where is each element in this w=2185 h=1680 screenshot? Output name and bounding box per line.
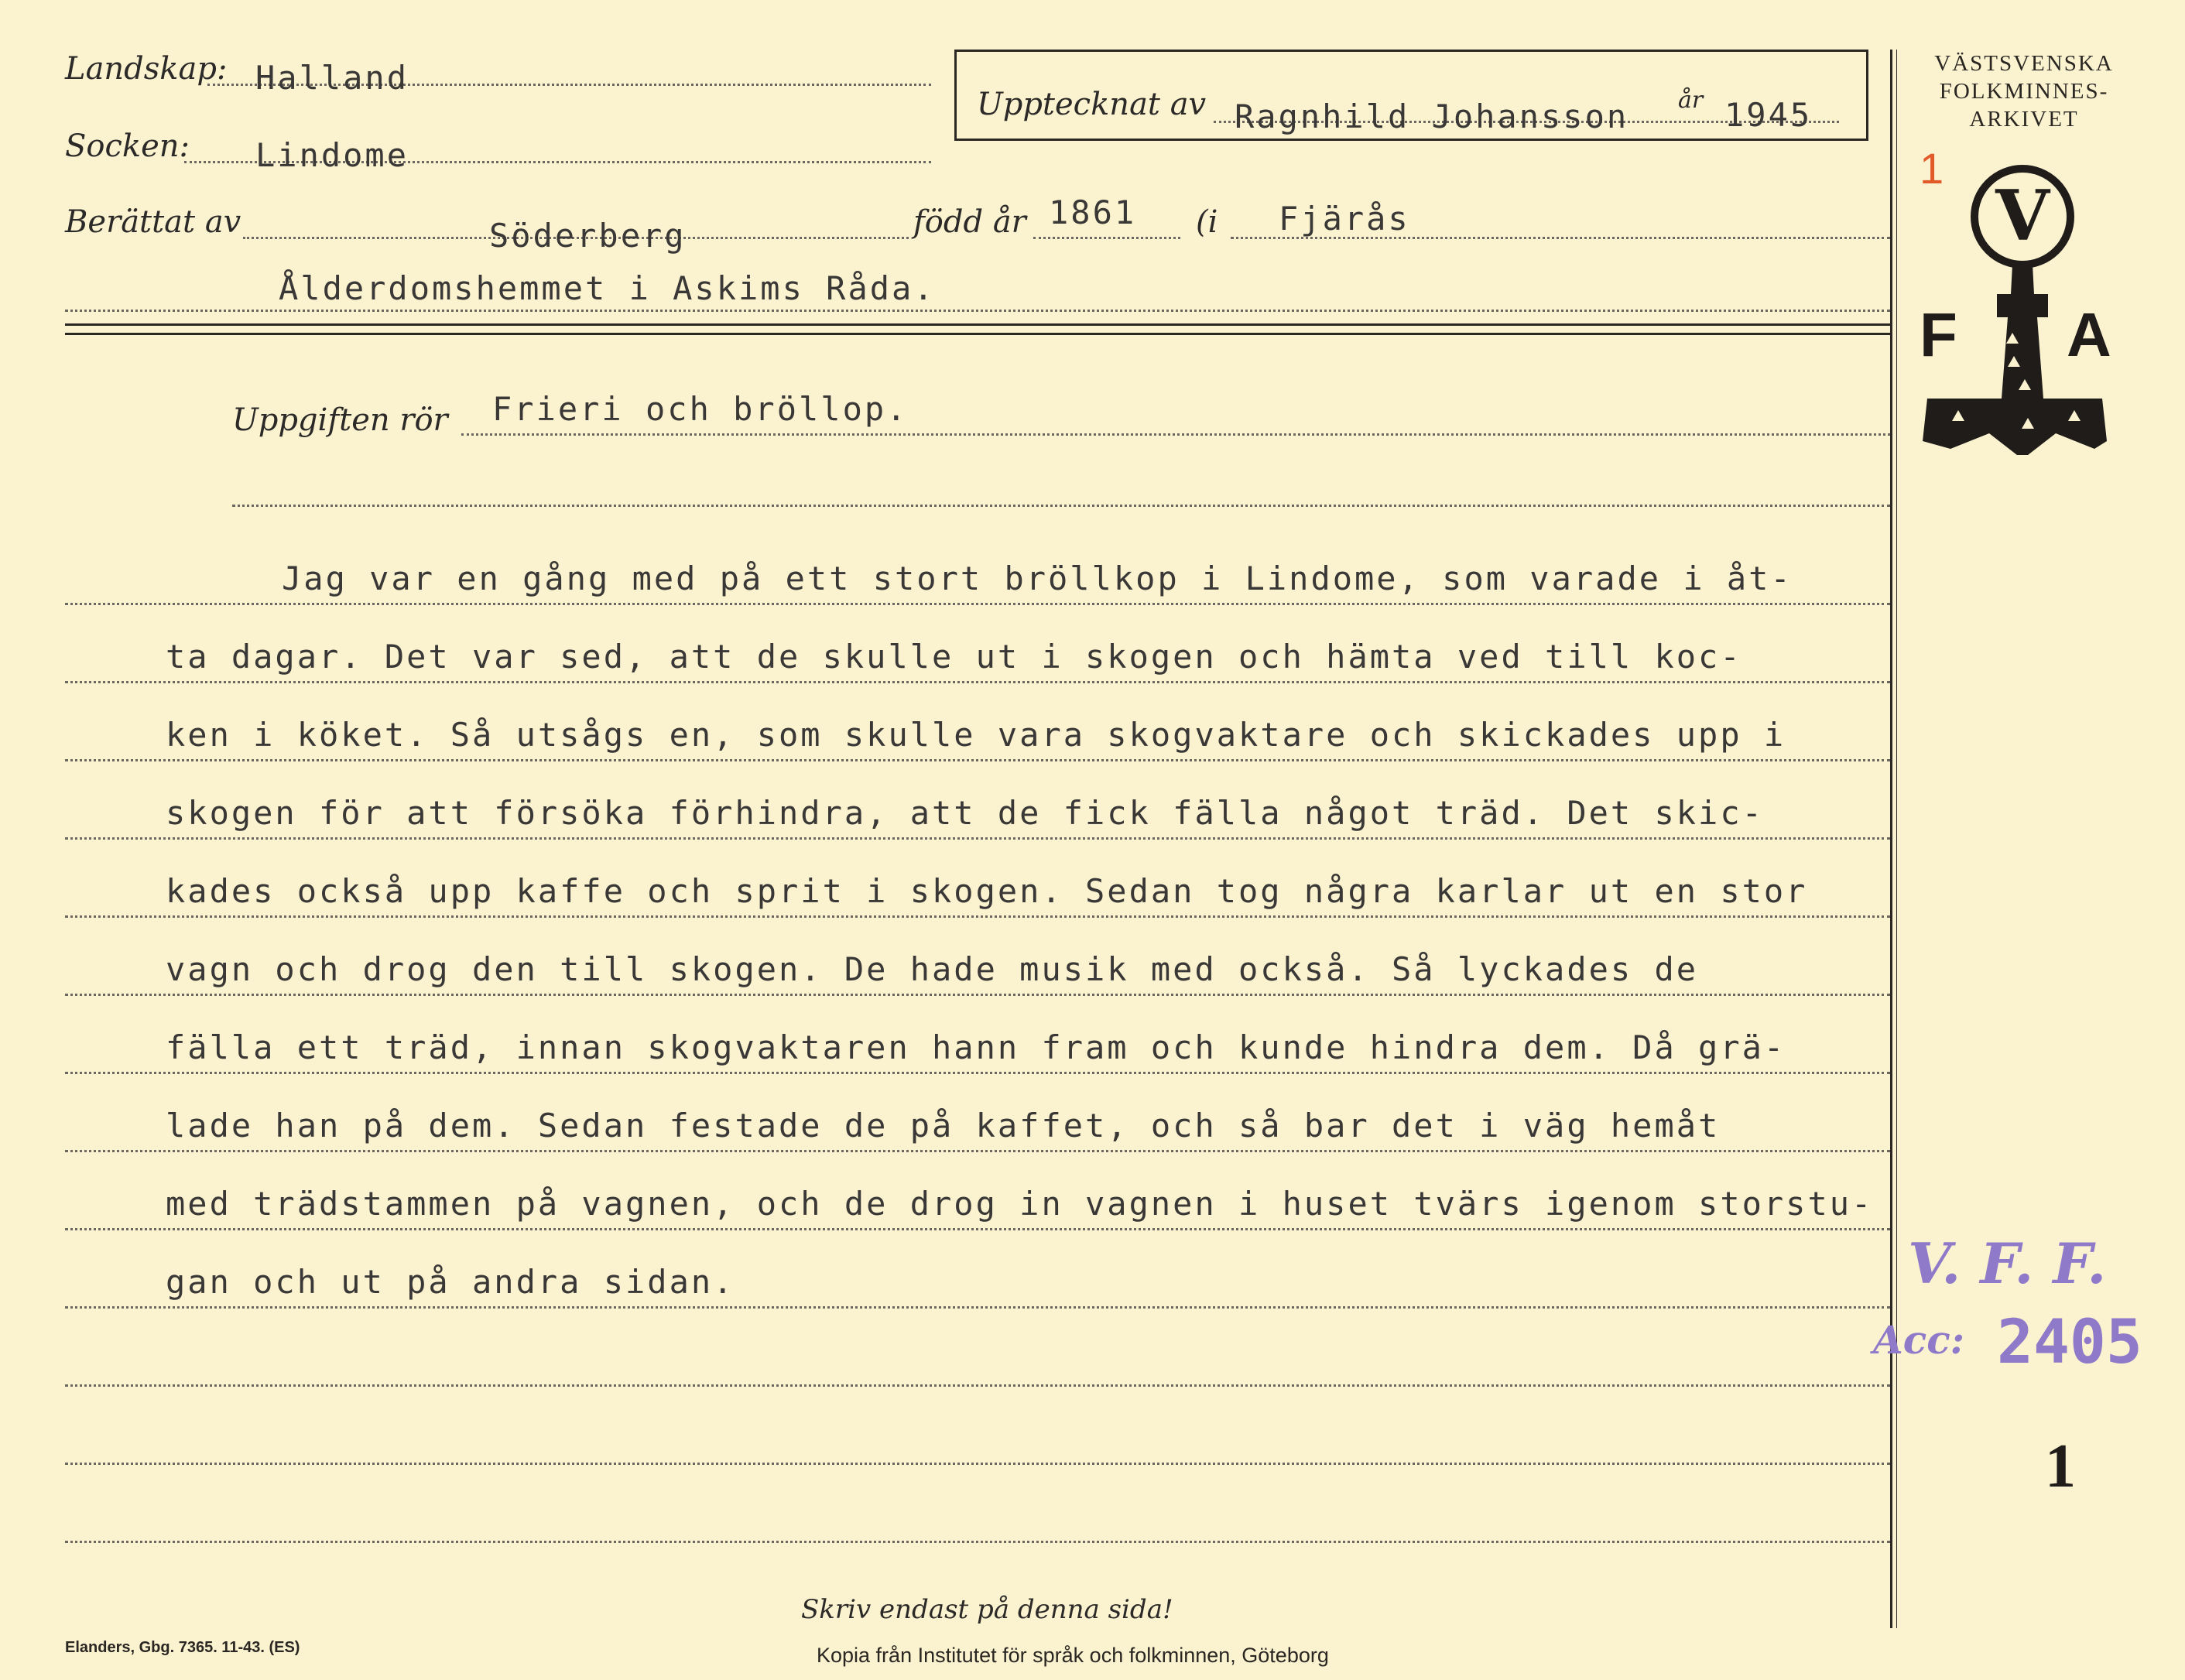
- body-dotline: [65, 1072, 1890, 1074]
- body-line: [65, 1316, 1890, 1387]
- subject-label: Uppgiften rör: [232, 402, 448, 438]
- body-dotline: [65, 915, 1890, 918]
- body-line-text: skogen för att försöka förhindra, att de fick fälla något träd. Det skic-: [166, 794, 1764, 832]
- archive-logo-icon: [1912, 163, 2121, 472]
- stamp-vff: V. F. F.: [1908, 1230, 2107, 1296]
- body-dotline: [65, 1541, 1890, 1543]
- body-line-text: Jag var en gång med på ett stort bröllkop i Lindome, som varade i åt-: [282, 559, 1793, 597]
- body-line-text: lade han på dem. Sedan festade de på kaffet, och så bar det i väg hemåt: [166, 1107, 1721, 1145]
- body-line: [65, 1003, 1890, 1074]
- body-dotline: [65, 1306, 1890, 1309]
- rule-bottom: [65, 333, 1890, 335]
- body-dotline: [65, 1384, 1890, 1387]
- body-line: [65, 1237, 1890, 1309]
- body-line: [65, 1159, 1890, 1230]
- red-mark: 1: [1920, 144, 1944, 193]
- margin-line-right: [1896, 50, 1897, 1628]
- body-dotline: [65, 603, 1890, 605]
- subject-value: Frieri och bröllop.: [492, 390, 909, 428]
- logo-letter-top: V: [1995, 175, 2050, 257]
- logo-letter-left: F: [1920, 300, 1957, 369]
- body-line-text: kades också upp kaffe och sprit i skogen. Sedan tog några karlar ut en stor: [166, 872, 1808, 910]
- body-dotline: [65, 837, 1890, 840]
- body-dotline: [65, 994, 1890, 996]
- body-dotline: [65, 1150, 1890, 1152]
- body-line-text: fälla ett träd, innan skogvaktaren hann fram och kunde hindra dem. Då grä-: [166, 1028, 1786, 1066]
- body-line-text: med trädstammen på vagnen, och de drog in vagnen i huset tvärs igenom storstu-: [166, 1185, 1874, 1223]
- body-line: [65, 768, 1890, 840]
- berattat-value: Söderberg: [489, 217, 687, 255]
- upptecknat-label: Upptecknat av: [977, 87, 1207, 122]
- subject-dotline-2: [232, 505, 1890, 507]
- fodd-label: född år: [913, 204, 1026, 240]
- body-line-text: gan och ut på andra sidan.: [166, 1263, 735, 1301]
- body-line: [65, 847, 1890, 918]
- body-line: [65, 1472, 1890, 1543]
- page-number: 1: [2045, 1432, 2076, 1500]
- stamp-acc-value: 2405: [1997, 1308, 2142, 1377]
- i-value: Fjärås: [1279, 200, 1410, 238]
- archive-line2: FOLKMINNES-: [1939, 79, 2109, 104]
- address-dotline: [65, 310, 1890, 312]
- ar-label: år: [1678, 87, 1704, 114]
- archive-line3: ARKIVET: [1969, 107, 2079, 132]
- body-line-text: ta dagar. Det var sed, att de skulle ut i skogen och hämta ved till koc-: [166, 638, 1742, 676]
- body-line: [65, 534, 1890, 605]
- body-line: [65, 612, 1890, 683]
- logo-letter-right: A: [2067, 300, 2111, 369]
- body-line: [65, 690, 1890, 761]
- body-line-text: vagn och drog den till skogen. De hade musik med också. Så lyckades de: [166, 950, 1699, 988]
- body-dotline: [65, 1228, 1890, 1230]
- i-label: (i: [1196, 204, 1218, 240]
- printer-note: Elanders, Gbg. 7365. 11-43. (ES): [65, 1639, 300, 1656]
- archive-name: [1908, 50, 2140, 133]
- body-dotline: [65, 681, 1890, 683]
- landskap-value: Halland: [255, 59, 409, 97]
- body-line: [65, 925, 1890, 996]
- margin-line-left: [1890, 50, 1892, 1628]
- body-line-text: ken i köket. Så utsågs en, som skulle vara skogvaktare och skickades upp i: [166, 716, 1786, 754]
- rule-top: [65, 323, 1890, 326]
- body-dotline: [65, 759, 1890, 761]
- address-value: Ålderdomshemmet i Askims Råda.: [279, 269, 936, 307]
- socken-value: Lindome: [255, 136, 409, 174]
- upptecknat-value: Ragnhild Johansson: [1235, 98, 1629, 135]
- ar-value: 1945: [1724, 96, 1813, 134]
- socken-label: Socken:: [65, 128, 190, 164]
- stamp-acc-label: Acc:: [1873, 1317, 1965, 1363]
- archive-line1: VÄSTSVENSKA: [1934, 51, 2114, 76]
- landskap-label: Landskap:: [65, 51, 228, 87]
- copy-note: Kopia från Institutet för språk och folkminnen, Göteborg: [817, 1644, 1329, 1667]
- footer-instruction: Skriv endast på denna sida!: [801, 1594, 1173, 1625]
- body-line: [65, 1081, 1890, 1152]
- body-line: [65, 1394, 1890, 1465]
- fodd-value: 1861: [1049, 193, 1137, 231]
- berattat-label: Berättat av: [65, 204, 241, 240]
- body-dotline: [65, 1463, 1890, 1465]
- fodd-dotline: [1033, 237, 1180, 239]
- subject-dotline: [461, 433, 1890, 436]
